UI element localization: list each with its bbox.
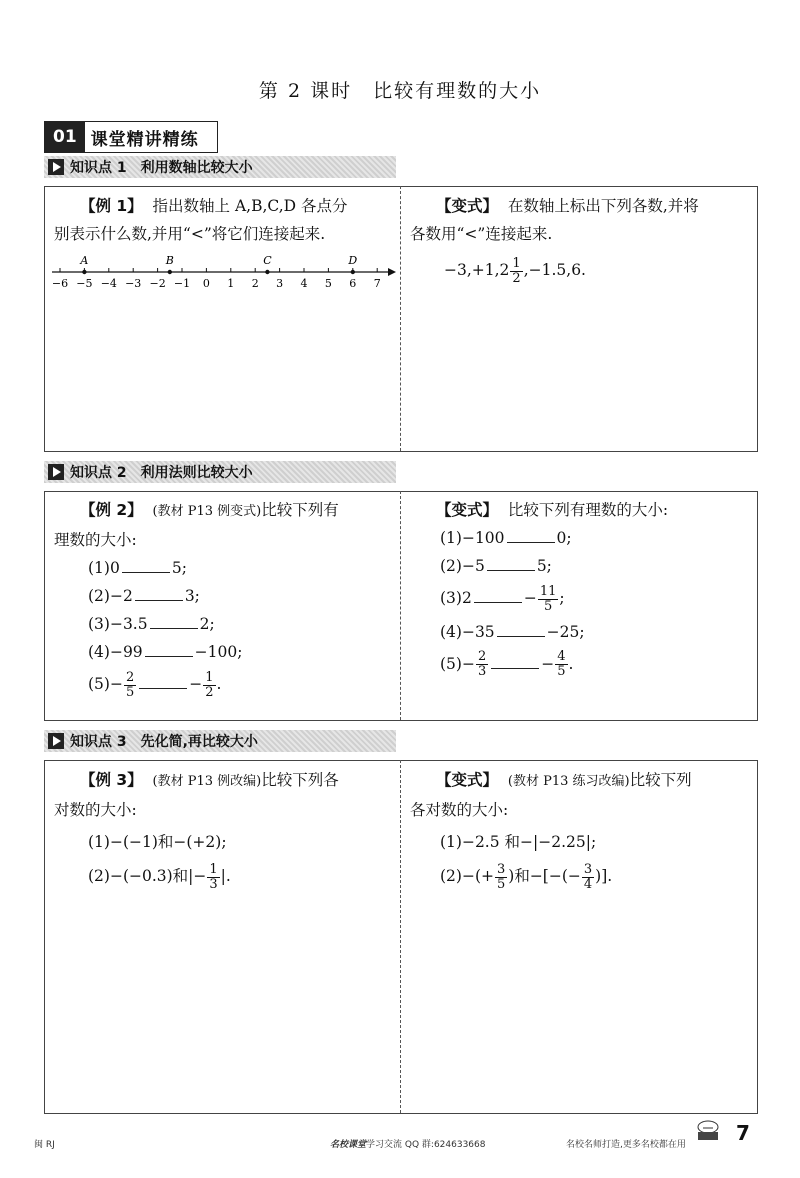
variant-numbers: ,−1.5,6. (523, 261, 586, 279)
question-item: − (541, 654, 555, 673)
example-text: 理数的大小: (54, 531, 137, 549)
number-line (48, 250, 398, 295)
fraction: $\frac{3}{5}$ (496, 861, 506, 892)
answer-blank[interactable] (150, 612, 198, 629)
question-item: 0; (556, 529, 572, 547)
play-arrow-icon (48, 464, 64, 480)
kp2-divider (400, 491, 401, 720)
tick-label: −5 (76, 277, 93, 290)
fraction: $\frac{1}{2}$ (512, 255, 521, 286)
variant-text: 各数用“<”连接起来. (410, 225, 553, 243)
variant-label: 【变式】 (436, 501, 499, 519)
answer-blank[interactable] (474, 586, 522, 603)
kp3-title: 知识点 3 先化简,再比较大小 (70, 734, 258, 750)
source-note: (教材 P13 练习改编) (507, 774, 630, 789)
tick-label: −2 (149, 277, 166, 290)
knowledge-point-3-bar (44, 730, 396, 752)
example-label: 【例 3】 (80, 771, 143, 789)
tick-label: 5 (324, 277, 332, 290)
answer-blank[interactable] (507, 526, 555, 543)
question-item: (2)−(+ (440, 867, 494, 885)
fraction: $\frac{11}{5}$ (539, 583, 557, 614)
tick-label: 7 (373, 277, 381, 290)
question-item: −25; (546, 622, 585, 641)
question-item: ; (559, 589, 565, 607)
variant-label: 【变式】 (436, 197, 499, 215)
question-item: (3)2 (440, 589, 472, 607)
question-item: (2)−2 (88, 587, 133, 605)
source-note: (教材 P13 例改编) (152, 774, 262, 789)
question-item: 3; (184, 587, 200, 605)
answer-blank[interactable] (135, 584, 183, 601)
page-title: 第 2 课时 比较有理数的大小 (258, 80, 542, 102)
question-item: (1)0 (88, 559, 120, 577)
kp3-variant (410, 766, 750, 892)
question-item: 5; (171, 559, 187, 577)
kp1-variant (410, 192, 750, 286)
point-marker (168, 270, 172, 274)
page-number: 7 (736, 1121, 750, 1145)
question-item: − (189, 675, 203, 693)
question-item: (4)−99 (88, 643, 143, 661)
footer-brand: 名校课堂 (330, 1140, 367, 1150)
kp3-divider (400, 760, 401, 1113)
question-item: −100; (194, 643, 243, 661)
tick-label: 6 (349, 277, 357, 290)
kp1-title: 知识点 1 利用数轴比较大小 (70, 160, 253, 176)
knowledge-point-2-bar (44, 461, 396, 483)
example-text: 对数的大小: (54, 801, 137, 819)
tick-label: 3 (276, 277, 284, 290)
example-text: 别表示什么数,并用“<”将它们连接起来. (54, 225, 326, 243)
point-label: D (348, 254, 358, 267)
tick-label: −1 (173, 277, 191, 290)
footer-center (330, 1137, 485, 1150)
kp1-example (54, 192, 394, 248)
fraction: $\frac{1}{2}$ (205, 669, 214, 700)
question-item: . (568, 654, 574, 673)
answer-blank[interactable] (487, 554, 535, 571)
fraction: $\frac{2}{3}$ (477, 649, 487, 679)
variant-numbers: −3,+1,2 (444, 261, 510, 279)
point-marker (265, 270, 269, 274)
knowledge-point-1-bar (44, 156, 396, 178)
question-item: (5)− (440, 654, 475, 673)
question-item: − (523, 589, 537, 607)
answer-blank[interactable] (497, 620, 545, 637)
brand-logo-icon (694, 1118, 722, 1144)
example-text: 指出数轴上 A,B,C,D 各点分 (152, 197, 348, 215)
variant-text: 在数轴上标出下列各数,并将 (507, 197, 699, 215)
question-item: (2)−(−0.3)和|− (88, 867, 207, 885)
footer-qq: 学习交流 QQ 群:624633668 (366, 1140, 486, 1150)
kp2-example (54, 496, 394, 700)
variant-text: 比较下列有理数的大小: (507, 501, 669, 519)
fraction: $\frac{3}{4}$ (583, 861, 593, 892)
question-item: (1)−2.5 和−|−2.25|; (440, 833, 597, 851)
question-item: )和−[−(− (508, 867, 581, 885)
tick-label: 1 (227, 277, 235, 290)
fraction: $\frac{4}{5}$ (557, 649, 566, 679)
answer-blank[interactable] (491, 652, 539, 669)
source-note: (教材 P13 例变式) (152, 504, 262, 519)
question-item: )]. (595, 867, 613, 885)
fraction: $\frac{2}{5}$ (125, 669, 135, 700)
point-marker (351, 270, 355, 274)
answer-blank[interactable] (122, 556, 170, 573)
kp2-title: 知识点 2 利用法则比较大小 (70, 465, 253, 481)
section-number: 01 (45, 122, 85, 152)
example-label: 【例 1】 (80, 197, 143, 215)
fraction: $\frac{1}{3}$ (209, 861, 218, 892)
question-item: 5; (536, 557, 552, 575)
tick-label: 0 (202, 277, 210, 290)
point-label: C (263, 254, 272, 267)
example-text: 比较下列各 (261, 771, 339, 789)
play-arrow-icon (48, 733, 64, 749)
kp3-example (54, 766, 394, 892)
tick-label: −6 (51, 277, 69, 290)
question-item: (3)−3.5 (88, 615, 148, 633)
variant-text: 比较下列 (629, 771, 692, 789)
kp2-variant (410, 496, 750, 679)
tick-label: 2 (251, 277, 259, 290)
question-item: (1)−100 (440, 529, 505, 547)
section-header (44, 121, 218, 153)
point-marker (82, 270, 86, 274)
variant-text: 各对数的大小: (410, 801, 509, 819)
variant-label: 【变式】 (436, 771, 499, 789)
example-label: 【例 2】 (80, 501, 143, 519)
question-item: (4)−35 (440, 622, 495, 641)
tick-label: 4 (300, 277, 308, 290)
answer-blank[interactable] (139, 672, 187, 689)
section-title: 课堂精讲精练 (90, 129, 199, 150)
question-item: (2)−5 (440, 557, 485, 575)
tick-label: −4 (100, 277, 117, 290)
example-text: 比较下列有 (261, 501, 339, 519)
footer-slogan: 名校名师打造,更多名校都在用 (566, 1140, 686, 1150)
footer-edition: 闽 RJ (34, 1140, 55, 1150)
tick-label: −3 (125, 277, 142, 290)
point-label: A (80, 254, 89, 267)
kp1-divider (400, 186, 401, 451)
answer-blank[interactable] (145, 640, 193, 657)
point-label: B (165, 254, 174, 267)
question-item: |. (220, 867, 231, 885)
question-item: (5)− (88, 675, 123, 693)
question-item: 2; (199, 615, 215, 633)
question-item: . (216, 675, 222, 693)
play-arrow-icon (48, 159, 64, 175)
question-item: (1)−(−1)和−(+2); (88, 833, 227, 851)
